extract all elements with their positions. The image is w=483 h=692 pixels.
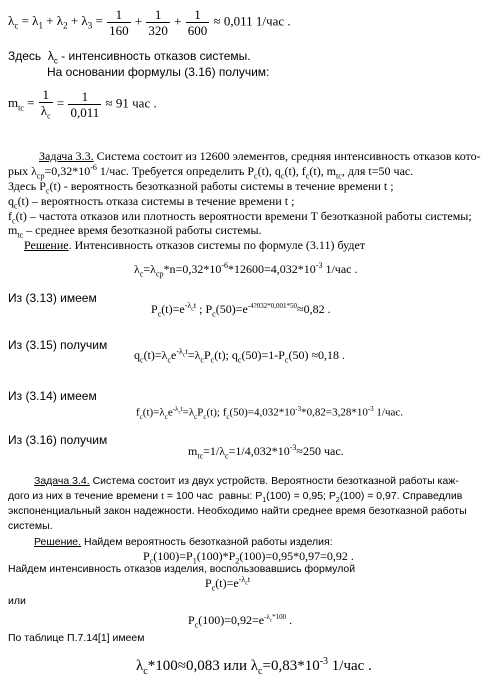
fraction-1-lambda: $\frac{1}{\lambda_c}$ — [40, 87, 51, 121]
task34-solution-label: Решение. — [34, 536, 82, 548]
task33-line5: $f_c(t)$ – частота отказов или плотность вероятности времени T безотказной работы системы; — [8, 209, 472, 226]
formula-lambda-result: ≈ 0,011 — [213, 13, 253, 29]
formula-lambda-sum: $\lambda_c = \lambda_1 + \lambda_2 + \lambda_3$ = $\frac{1}{160}$ + $\frac{1}{320}$ + $\frac{1}{600}$ ≈ 0,011 1/час . — [8, 7, 291, 38]
word-or: или — [8, 595, 26, 607]
fraction-1-160: $\frac{1}{160}$ — [109, 7, 129, 38]
task33-label: Задача 3.3. — [39, 149, 94, 163]
formula-mtc-result: ≈ 91 час . — [105, 95, 157, 111]
task33-line2: рых $\lambda_{ср}=0,32*10^{-6}$ 1/час. Требуется определить $P_c(t)$, $q_c(t)$, $f_c(t)$, $m_{tc}$, для t=50 час. — [8, 163, 414, 181]
task34-line4: системы. — [8, 520, 53, 532]
task33-solution-label: Решение — [24, 238, 69, 252]
task34-line1: Задача 3.4. Система состоит из двух устройств. Вероятности безотказной работы каж- — [34, 475, 459, 487]
fraction-1-600: $\frac{1}{600}$ — [187, 7, 208, 38]
eq-f-of-t: $f_c(t)=\lambda_ce^{-\lambda_ct}=\lambda_cP_c(t)$; $f_c(50)=4,032*10^{-3}*0,82=3,28*10^{-3}$ 1/час. — [136, 405, 404, 421]
find-intensity: Найдем интенсивность отказов изделия, воспользовавшись формулой — [8, 563, 356, 575]
line-base-316: На основании формулы (3.16) получим: — [47, 65, 270, 79]
line-here-lambda: Здесь $\lambda_c$ - интенсивность отказов системы. — [8, 49, 251, 66]
task33-line6: $m_{tc}$ – среднее время безотказной работы системы. — [8, 223, 262, 240]
from-314: Из (3.14) имеем — [8, 389, 97, 403]
task33-line1: Задача 3.3. Система состоит из 12600 элементов, средняя интенсивность отказов кото- — [39, 149, 481, 163]
formula-lambda-unit: 1/час . — [255, 13, 291, 29]
task34-label: Задача 3.4. — [34, 475, 90, 487]
eq-P-100: $P_c(100)=P_1(100)*P_2(100)=0,95*0,97=0,92$ . — [143, 549, 354, 566]
task34-line3: экспоненциальный закон надежности. Необходимо найти среднее время безотказной работы — [8, 505, 467, 517]
table-ref: По таблице П.7.14[1] имеем — [8, 632, 145, 644]
fraction-1-320: $\frac{1}{320}$ — [148, 7, 168, 38]
task33-line4: $q_c(t)$ – вероятность отказа системы в течение времени t ; — [8, 194, 295, 211]
eq-P-100-exp: $P_c(100)=0,92=e^{-\lambda_c*100}$ . — [188, 613, 293, 630]
eq-P-of-t: $P_c(t)=e^{-\lambda_ct}$ ; $P_c(50)=e^{-4?032*0,001*50}\approx 0,82$ . — [151, 301, 331, 319]
task34-line2: дого из них в течение времени t = 100 час равны: $P_1(100) = 0,95$; $P_2(100) = 0,97$. Справедлив — [8, 490, 463, 505]
fraction-1-0011: $\frac{1}{0,011}$ — [70, 88, 100, 120]
eq-lambda-system: $\lambda_c=\lambda_{ср}*n=0,32*10^{-6}*12600=4,032*10^{-3}$ 1/час . — [134, 261, 358, 279]
eq-final: $\lambda_c*100\approx 0,083$ или $\lambda_c=0,83*10^{-3}$ 1/час . — [136, 656, 372, 677]
task33-line3: Здесь $P_c(t)$ - вероятность безотказной работы системы в течение времени t ; — [8, 179, 394, 196]
task34-solution: Решение. Найдем вероятность безотказной работы изделия: — [34, 536, 333, 548]
from-316: Из (3.16) получим — [8, 433, 108, 447]
eq-m-tc: $m_{tc}=1/\lambda_c=1/4,032*10^{-3}\approx 250$ час. — [188, 443, 344, 461]
formula-mtc: $m_{tc}$ = $\frac{1}{\lambda_c}$ = $\frac{1}{0,011}$ ≈ 91 час . — [8, 87, 157, 121]
from-313: Из (3.13) имеем — [8, 291, 97, 305]
from-315: Из (3.15) получим — [8, 338, 108, 352]
formula-lambda-lhs: $\lambda_c = \lambda_1 + \lambda_2 + \lambda_3$ = — [8, 13, 103, 32]
eq-P-t-exp: $P_c(t)=e^{-\lambda_ct}$ — [205, 575, 251, 593]
task33-solution: Решение. Интенсивность отказов системы по формуле (3.11) будет — [24, 238, 366, 252]
eq-q-of-t: $q_c(t)=\lambda_ce^{-\lambda_ct}=\lambda_cP_c(t)$; $q_c(50)=1-P_c(50) \approx 0,18$ . — [134, 347, 346, 365]
